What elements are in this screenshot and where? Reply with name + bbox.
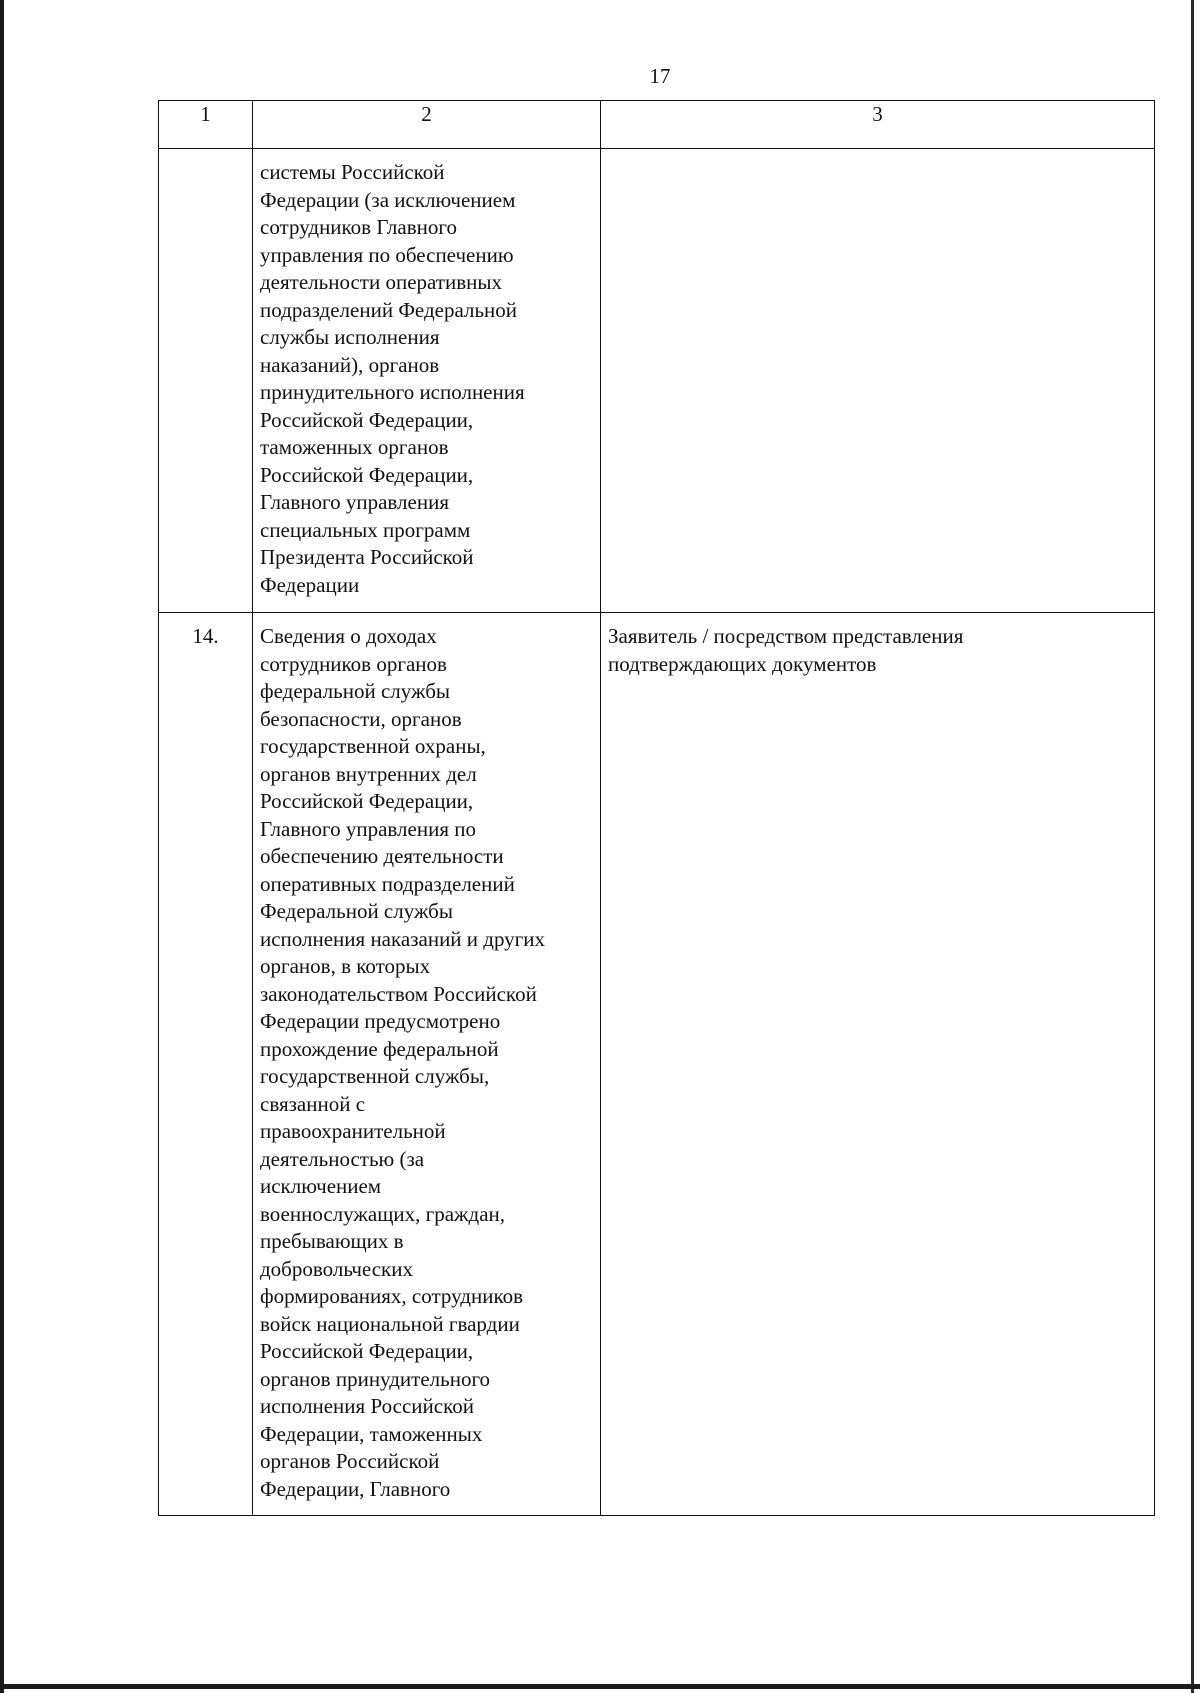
column-header-3: 3 [601,101,1155,149]
cell-text-line: военнослужащих, граждан, [260,1201,506,1226]
table-header-row [159,101,1155,149]
cell-text-line: безопасности, органов [260,706,462,731]
description-cell [253,149,601,613]
description-cell [253,613,601,1516]
cell-text-line: войск национальной гвардии [260,1311,520,1336]
cell-text-line: Федерации предусмотрено [260,1009,501,1033]
cell-text-line: сотрудников органов [260,651,447,676]
cell-text-line: исполнения Российской [260,1394,474,1418]
cell-text-line: деятельности оперативных [260,270,502,294]
cell-text-line: обеспечению деятельности [260,844,504,868]
cell-text-line: Главного управления по [260,816,476,841]
cell-text-line: Российской Федерации, [260,462,474,487]
cell-text-line: подразделений Федеральной [260,297,518,322]
cell-text-line: Российской Федерации, [260,1339,474,1363]
cell-text-line: пребывающих в [260,1229,404,1253]
cell-text-line: федеральной службы [260,679,450,703]
cell-text-line: Российской Федерации, [260,407,474,432]
column-header-2: 2 [253,101,601,149]
page-number: 17 [649,64,671,88]
cell-text-line: таможенных органов [260,435,449,459]
cell-text-line: сотрудников Главного [260,215,457,239]
cell-text-line: добровольческих [260,1256,413,1281]
cell-text-line: Сведения о доходах [260,624,437,648]
scan-edge-right [1191,0,1194,1693]
cell-text-line: формированиях, сотрудников [260,1284,524,1308]
cell-text-line: подтверждающих документов [608,651,877,676]
cell-text-line: правоохранительной [260,1119,446,1143]
cell-text-line: Российской Федерации, [260,789,474,813]
source-cell [601,149,1155,613]
cell-text-line: исполнения наказаний и других [260,926,546,951]
cell-text-line: Федерации, Главного [260,1476,451,1501]
source-cell [601,613,1155,1516]
cell-text-line: органов внутренних дел [260,761,477,786]
cell-text-line: деятельностью (за [260,1146,425,1171]
cell-text-line: Федерации, таможенных [260,1421,483,1446]
row-number-cell: 14. [159,613,253,1516]
cell-text-line: службы исполнения [260,325,440,349]
table-row [159,613,1155,1516]
cell-text-line: органов Российской [260,1449,440,1473]
cell-text-line: связанной с [260,1091,366,1116]
cell-text-line: Федерации (за исключением [260,187,516,212]
cell-text-line: специальных программ [260,517,471,542]
table-row [159,149,1155,613]
cell-text-line: управления по обеспечению [260,242,514,267]
cell-text-line: прохождение федеральной [260,1036,499,1061]
row-number-cell [159,149,253,613]
cell-text-line: принудительного исполнения [260,380,525,404]
column-header-1: 1 [159,101,253,149]
cell-text-line: государственной охраны, [260,734,486,758]
cell-text-line: исключением [260,1174,382,1198]
cell-text-line: Главного управления [260,490,449,514]
scan-edge-left [0,0,4,1693]
scan-edge-bottom [0,1684,1200,1689]
cell-text-line: Федерации [260,572,360,597]
cell-text-line: наказаний), органов [260,352,440,377]
cell-text-line: оперативных подразделений [260,871,515,896]
cell-text-line: законодательством Российской [260,981,537,1006]
cell-text-line: системы Российской [260,160,445,184]
cell-text-line: органов принудительного [260,1366,491,1391]
document-table [158,100,1155,1516]
cell-text-line: Федеральной службы [260,899,453,923]
cell-text-line: государственной службы, [260,1064,490,1088]
cell-text-line: Заявитель / посредством представления [608,624,964,648]
cell-text-line: Президента Российской [260,545,474,569]
cell-text-line: органов, в которых [260,954,431,978]
